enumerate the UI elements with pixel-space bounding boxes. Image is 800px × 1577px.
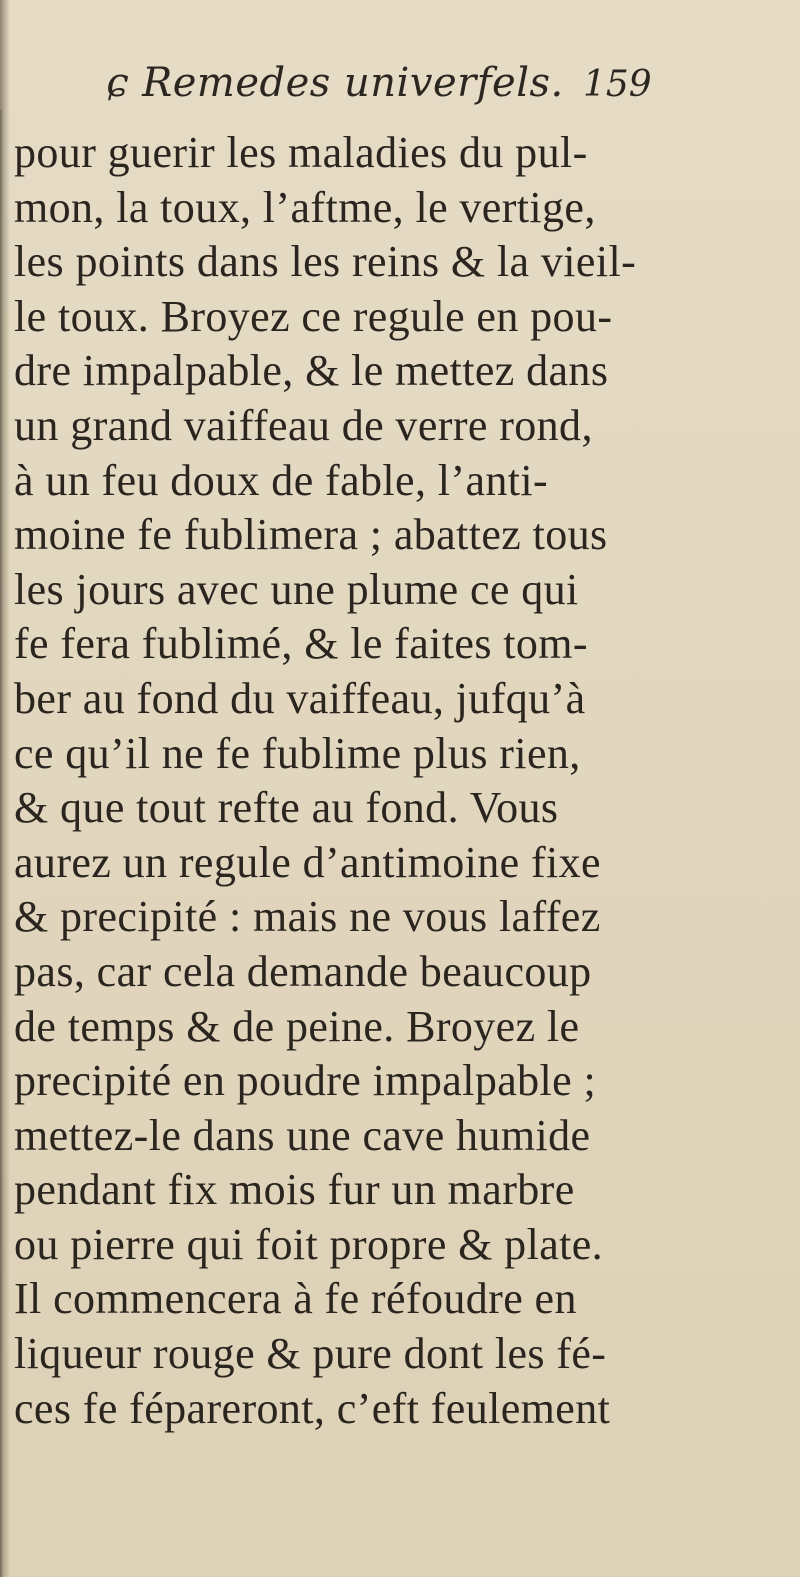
text-line: ou pierre qui foit propre & plate. [14,1219,604,1269]
text-line: dre impalpable, & le mettez dans [14,346,609,396]
body-text [14,126,774,1436]
text-line: les jours avec une plume ce qui [14,564,579,614]
text-line: un grand vaiffeau de verre rond, [14,400,593,450]
text-line: les points dans les reins & la vieil- [14,237,637,287]
text-line: pour guerir les maladies du pul- [14,128,588,177]
text-line: de temps & de peine. Broyez le [14,1001,580,1051]
text-line: mon, la toux, l’aftme, le vertige, [14,182,596,232]
text-line: fe fera fublimé, & le faites tom- [14,619,588,669]
text-line: moine fe fublimera ; abattez tous [14,510,608,560]
text-line: pendant fix mois fur un marbre [14,1165,575,1215]
text-line: Il commencera à fe réfoudre en [14,1274,577,1324]
text-line: liqueur rouge & pure dont les fé- [14,1329,607,1379]
text-line: precipité en poudre impalpable ; [14,1056,597,1106]
text-line: & precipité : mais ne vous laffez [14,892,601,942]
running-head [0,60,800,120]
text-line: ber au fond du vaiffeau, jufqu’à [14,673,586,723]
running-title: ɕ Remedes univerfels. [106,60,564,106]
text-line: ce qu’il ne fe fublime plus rien, [14,728,581,778]
text-line: ces fe fépareront, c’eft feulement [14,1383,611,1433]
text-line: pas, car cela demande beaucoup [14,946,592,996]
text-line: à un feu doux de fable, l’anti- [14,455,549,505]
text-line: mettez-le dans une cave humide [14,1110,591,1160]
text-line: le toux. Broyez ce regule en pou- [14,291,613,341]
text-line: aurez un regule d’antimoine fixe [14,837,601,887]
margin-rule [0,110,2,1577]
text-line: & que tout refte au fond. Vous [14,783,559,833]
page-number: 159 [583,64,652,105]
